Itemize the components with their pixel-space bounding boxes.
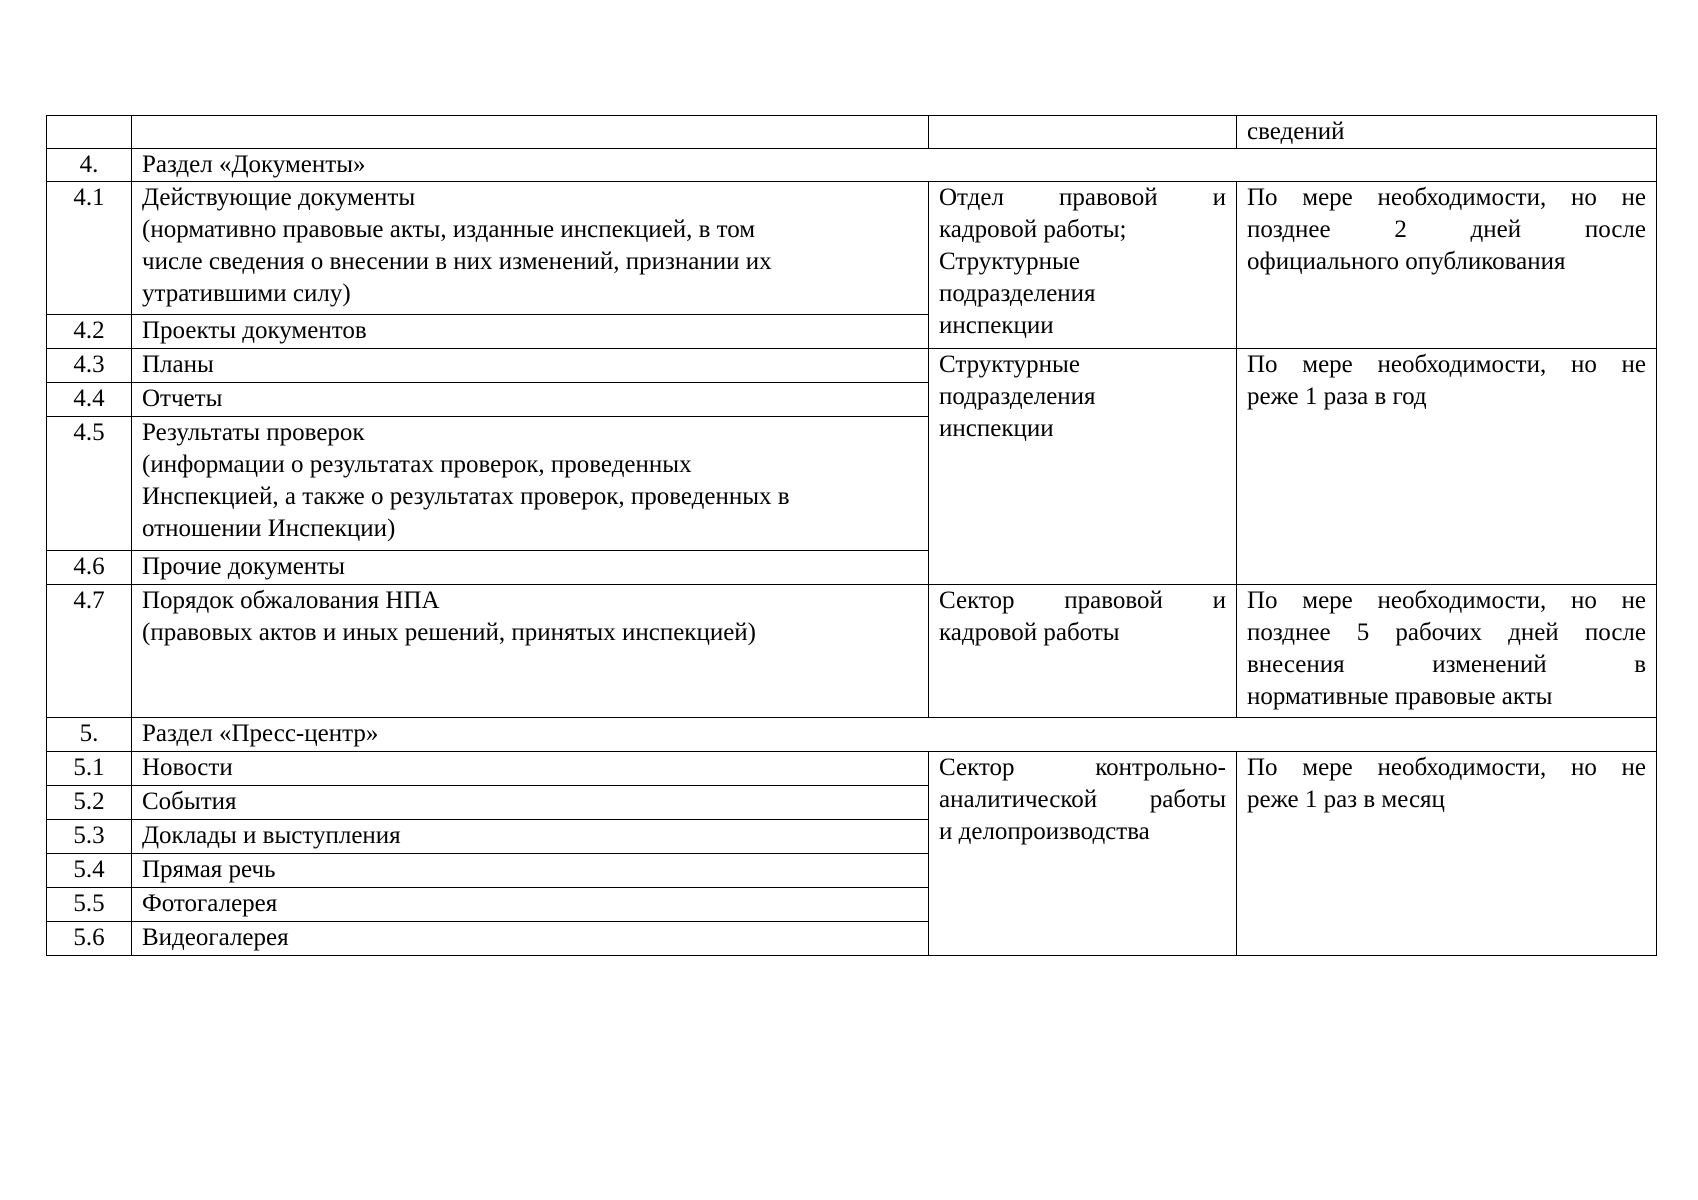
frequency-cell [1237,182,1657,349]
cell-frequency [1237,116,1657,149]
responsible-cell [929,752,1237,956]
row-title [132,182,929,315]
frequency-line: реже 1 раз в месяц [1247,786,1445,813]
document-table [46,115,1657,956]
responsible-line: аналитической работы [939,786,1226,813]
responsible-cell [929,349,1237,585]
frequency-line: позднее 5 рабочих дней после [1247,619,1646,646]
row-number: 5.3 [47,820,132,854]
responsible-line: Сектор правовой и [939,587,1226,614]
frequency-line: официального опубликования [1247,248,1566,275]
row-title: Прочие документы [132,551,929,585]
responsible-line: подразделения [939,280,1096,307]
row-title: Фотогалерея [132,888,929,922]
row-title: События [132,786,929,820]
section-title: Раздел «Документы» [132,149,1657,182]
responsible-line: кадровой работы; [939,216,1127,243]
frequency-line: По мере необходимости, но не [1247,351,1646,378]
row-description-line: (правовых актов и иных решений, принятых инспекцией) [142,619,757,646]
cell-title [132,116,929,149]
frequency-cell [1237,585,1657,718]
frequency-text: сведений [1247,118,1345,145]
row-description-line: утратившими силу) [142,280,351,307]
row-number: 5.2 [47,786,132,820]
row-title-text: Действующие документы [142,184,416,211]
responsible-line: Отдел правовой и [939,184,1226,211]
responsible-cell [929,585,1237,718]
row-description-line: Инспекцией, а также о результатах проверок, проведенных в [142,483,790,510]
continuation-row [47,116,1657,149]
cell-number [47,116,132,149]
row-title-text: Порядок обжалования НПА [142,587,440,614]
frequency-line: внесения изменений в [1247,651,1646,678]
table-row [47,182,1657,315]
row-number: 4.1 [47,182,132,315]
row-number: 4.2 [47,315,132,349]
responsible-line: Сектор контрольно- [939,754,1226,781]
responsible-line: подразделения [939,383,1096,410]
row-number: 5.4 [47,854,132,888]
row-title [132,585,929,718]
frequency-line: реже 1 раза в год [1247,383,1427,410]
row-description-line: (информации о результатах проверок, проведенных [142,451,692,478]
row-number: 5.6 [47,922,132,956]
row-number: 4.6 [47,551,132,585]
section-number: 4. [47,149,132,182]
row-title: Доклады и выступления [132,820,929,854]
section-header-row [47,718,1657,752]
responsible-line: инспекции [939,415,1054,442]
frequency-line: По мере необходимости, но не [1247,587,1646,614]
row-description-line: (нормативно правовые акты, изданные инспекцией, в том [142,216,756,243]
section-header-row [47,149,1657,182]
responsible-line: кадровой работы [939,619,1120,646]
frequency-line: По мере необходимости, но не [1247,184,1646,211]
row-number: 4.7 [47,585,132,718]
section-number: 5. [47,718,132,752]
row-number: 4.5 [47,417,132,551]
frequency-line: нормативные правовые акты [1247,683,1553,710]
row-title: Видеогалерея [132,922,929,956]
row-title-text: Результаты проверок [142,419,365,446]
frequency-line: По мере необходимости, но не [1247,754,1646,781]
frequency-cell [1237,752,1657,956]
row-title [132,417,929,551]
responsible-line: и делопроизводства [939,818,1150,845]
row-title: Проекты документов [132,315,929,349]
row-description-line: отношении Инспекции) [142,515,396,542]
row-number: 4.3 [47,349,132,383]
section-title: Раздел «Пресс-центр» [132,718,1657,752]
responsible-line: инспекции [939,312,1054,339]
responsible-cell [929,182,1237,349]
row-title: Новости [132,752,929,786]
table-row [47,752,1657,786]
row-title: Отчеты [132,383,929,417]
row-title: Прямая речь [132,854,929,888]
cell-responsible [929,116,1237,149]
frequency-cell [1237,349,1657,585]
row-description-line: числе сведения о внесении в них изменений, признании их [142,248,772,275]
row-number: 5.1 [47,752,132,786]
responsible-line: Структурные [939,248,1080,275]
row-title: Планы [132,349,929,383]
row-number: 5.5 [47,888,132,922]
table-row [47,585,1657,718]
responsible-line: Структурные [939,351,1080,378]
row-number: 4.4 [47,383,132,417]
frequency-line: позднее 2 дней после [1247,216,1646,243]
table-row [47,349,1657,383]
